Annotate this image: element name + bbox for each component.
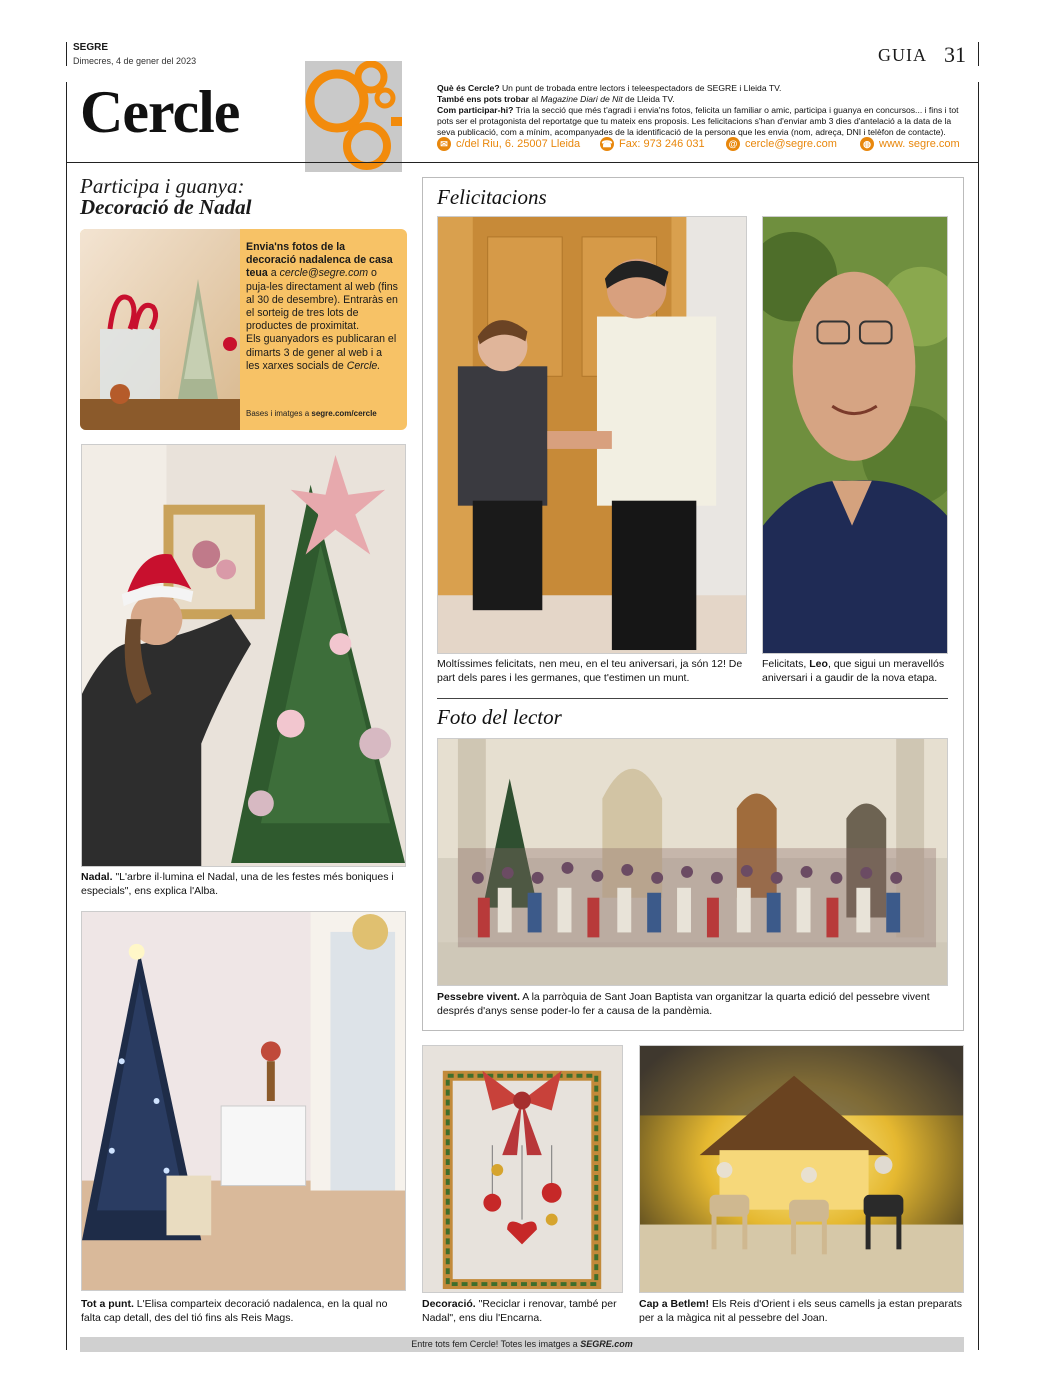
mail-icon: ✉ xyxy=(437,137,451,151)
publication-date: Dimecres, 4 de gener del 2023 xyxy=(73,56,197,66)
photo-leo xyxy=(762,216,948,654)
footer-brand[interactable]: SEGRE.com xyxy=(580,1339,633,1349)
photo-cap-a-betlem xyxy=(639,1045,964,1293)
photo-decoracio-frame xyxy=(422,1045,623,1293)
phone-icon: ☎ xyxy=(601,139,613,149)
photo-alba-tree xyxy=(81,444,406,867)
caption-nadal: Nadal. "L'arbre il·lumina el Nadal, una de les festes més boniques i especials", ens explica l'Alba. xyxy=(81,871,394,897)
contact-address: ✉ c/del Riu, 6. 25007 Lleida xyxy=(437,137,580,151)
page-number: 31 xyxy=(944,42,966,67)
felicitacions-title: Felicitacions xyxy=(437,185,547,209)
contest-decoration-image xyxy=(80,229,240,430)
globe-icon: ◍ xyxy=(860,137,874,151)
intro-text: Què és Cercle? Un punt de trobada entre lectors i teleespectadors de SEGRE i Lleida TV. També ens pots trobar al Magazine Diari de Nit de Lleida TV. Com participar-hi? Tria la secció que més t'agradi i envia'ns fotos, felicita un familiar o amic, participa i guanya en concursos... i fins i tot pots ser el protagonista del reportatge que tu mateix ens proposis. Les felicitacions s'han d'enviar amb 3 dies d'antelació a la data de la seva publicació, com a mínim, acompanyades de la identificació de la persona que les envia (nom, adreça, DNI i telèfon de contacte). xyxy=(437,83,959,137)
contest-kicker: Participa i guanya: xyxy=(80,174,245,198)
contest-box-footer[interactable]: Bases i imatges a segre.com/cercle xyxy=(246,409,377,418)
cercle-logo xyxy=(305,61,402,172)
footer-text: Entre tots fem Cercle! Totes les imatges a xyxy=(411,1339,578,1349)
caption-felicitacio-1: Moltíssimes felicitats, nen meu, en el teu aniversari, ja són 12! De part dels pares i les germanes, que t'estimen un munt. xyxy=(437,658,743,684)
footer-bar xyxy=(80,1337,964,1352)
foto-lector-title: Foto del lector xyxy=(437,705,562,729)
contact-web[interactable]: ◍ www. segre.com xyxy=(860,137,960,151)
caption-cap-a-betlem: Cap a Betlem! Els Reis d'Orient i els seus camells ja estan preparats per a la màgica nit al pessebre del Joan. xyxy=(639,1298,962,1324)
page-title: Cercle xyxy=(80,79,240,145)
section-label: GUIA xyxy=(878,45,927,65)
at-icon: @ xyxy=(726,137,740,151)
caption-felicitacio-2: Felicitats, Leo, que sigui un meravellós aniversari i a gaudir de la nova etapa. xyxy=(762,658,945,684)
photo-elisa-tree xyxy=(81,911,406,1291)
contact-fax: ☎ Fax: 973 246 031 xyxy=(601,138,705,150)
contact-email[interactable]: @ cercle@segre.com xyxy=(726,137,837,151)
photo-pessebre-vivent xyxy=(437,738,948,986)
caption-decoracio: Decoració. "Reciclar i renovar, també per Nadal", ens diu l'Encarna. xyxy=(422,1298,617,1324)
publication-name: SEGRE xyxy=(73,42,109,53)
caption-pessebre-vivent: Pessebre vivent. A la parròquia de Sant Joan Baptista van organitzar la quarta edició del pessebre vivent després d'anys sense poder-lo fer a causa de la pandèmia. xyxy=(437,991,930,1017)
contest-box xyxy=(80,229,407,430)
contest-box-text: Envia'ns fotos de la decoració nadalenca de casa teua a cercle@segre.com o puja-les directament al web (fins al 30 de desembre). Entraràs en el sorteig de tres lots de productes de proximitat. Els guanyadors es publicaran el dimarts 3 de gener al web i a les xarxes socials de Cercle. xyxy=(246,241,398,372)
photo-boy-birthday xyxy=(437,216,747,654)
contest-title: Decoració de Nadal xyxy=(80,195,252,219)
caption-tot-a-punt: Tot a punt. L'Elisa comparteix decoració nadalenca, en la qual no falta cap detall, des del tió fins als Reis Mags. xyxy=(81,1298,388,1324)
